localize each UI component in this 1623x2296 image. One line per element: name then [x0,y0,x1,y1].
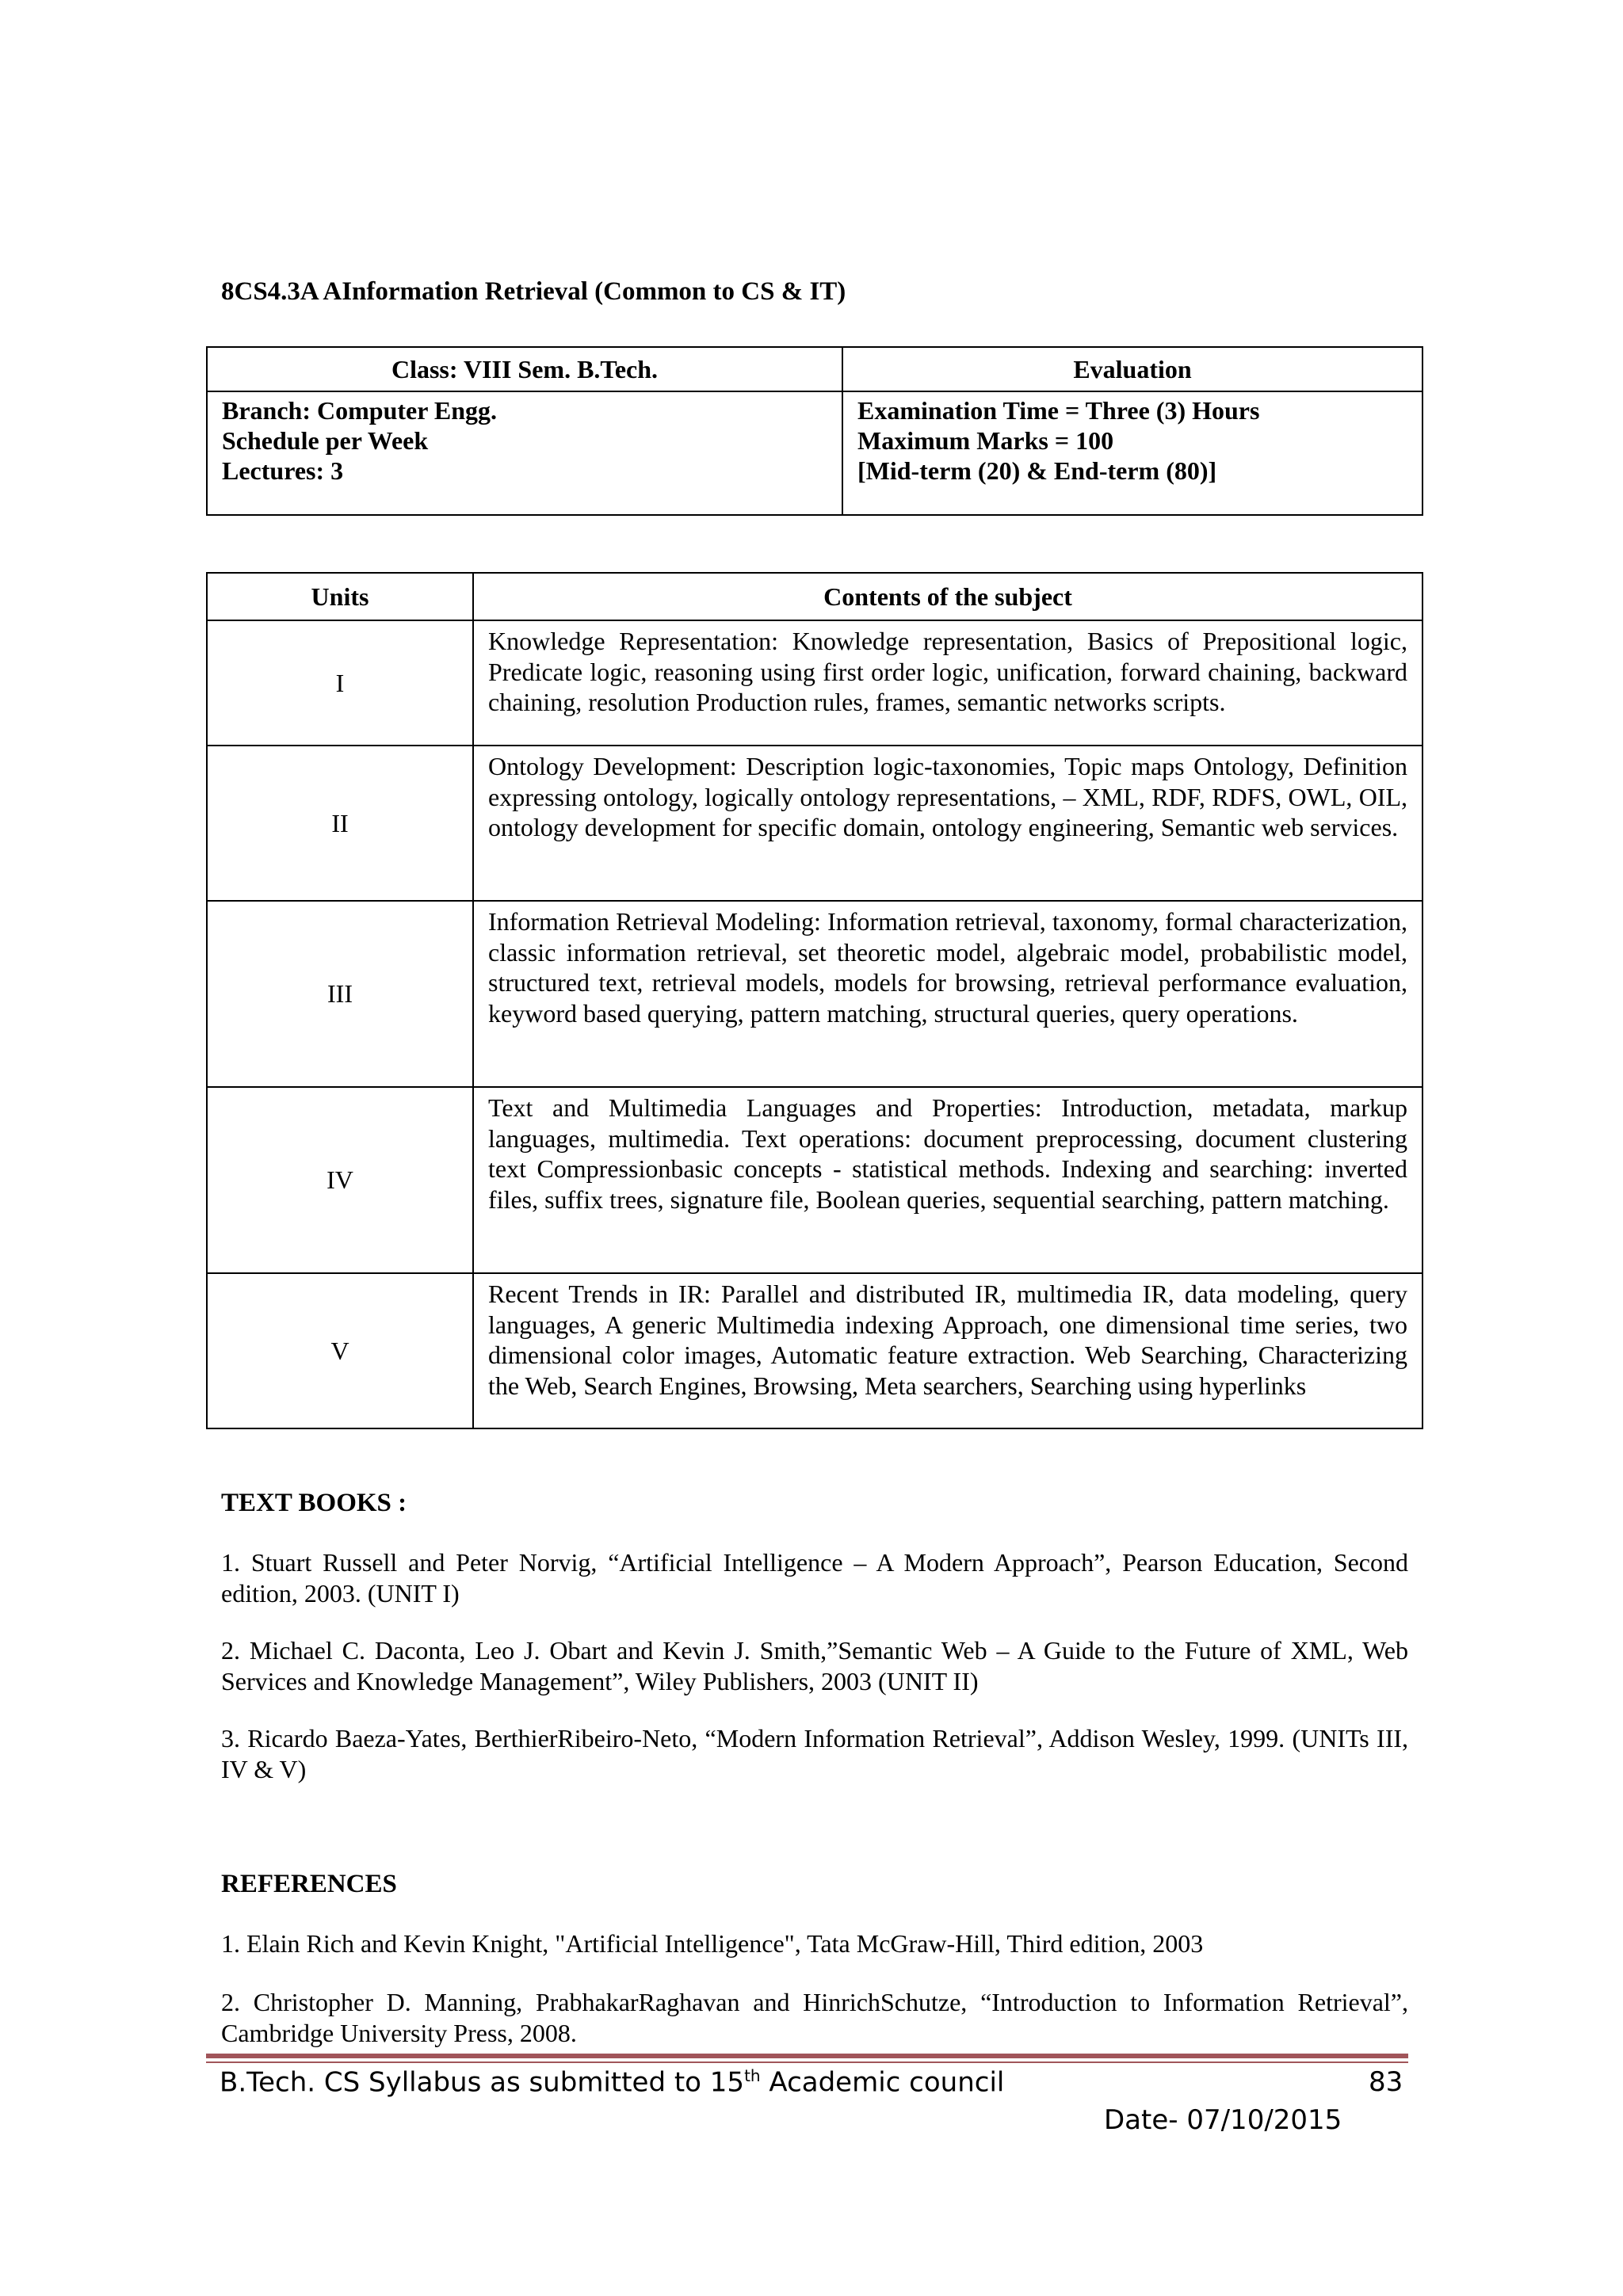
footer-date: Date- 07/10/2015 [1104,2104,1342,2136]
unit-number: I [207,620,473,746]
unit-contents: Text and Multimedia Languages and Properties: Introduction, metadata, markup languages, multimedia. Text operations: document preprocessing, document clustering text Compressionbasic concepts - statistical methods. Indexing and searching: inverted files, suffix trees, signature file, Boolean queries, sequential searching, pattern matching. [473,1087,1423,1273]
units-table-header-row [207,573,1423,620]
text-book-item: 2. Michael C. Daconta, Leo J. Obart and Kevin J. Smith,”Semantic Web – A Guide to the Future of XML, Web Services and Knowledge Management”, Wiley Publishers, 2003 (UNIT II) [221,1636,1408,1695]
unit-contents: Knowledge Representation: Knowledge representation, Basics of Prepositional logic, Predicate logic, reasoning using first order logic, unification, forward chaining, backward chaining, resolution Production rules, frames, semantic networks scripts. [473,620,1423,746]
units-contents-table [206,572,1423,1429]
mark-split-line: [Mid-term (20) & End-term (80)] [857,456,1217,485]
table-row [207,1273,1423,1428]
footer-divider [206,2054,1408,2058]
table-row [207,620,1423,746]
table-row [207,901,1423,1087]
reference-item: 2. Christopher D. Manning, PrabhakarRaghavan and HinrichSchutze, “Introduction to Information Retrieval”, Cambridge University Press, 2008. [221,1988,1408,2047]
evaluation-header: Evaluation [842,347,1423,391]
text-book-item: 1. Stuart Russell and Peter Norvig, “Artificial Intelligence – A Modern Approach”, Pearson Education, Second edition, 2003. (UNIT I) [221,1548,1408,1608]
unit-number: III [207,901,473,1087]
branch-line: Branch: Computer Engg. [222,396,497,425]
class-table-header-row [207,347,1423,391]
branch-details-cell [207,391,842,515]
text-book-item: 3. Ricardo Baeza-Yates, BerthierRibeiro-Neto, “Modern Information Retrieval”, Addison Wesley, 1999. (UNITs III, IV & V) [221,1724,1408,1783]
footer-caption [220,2066,1004,2098]
text-books-heading: TEXT BOOKS : [221,1489,407,1517]
footer-divider-thin [206,2061,1408,2063]
max-marks-line: Maximum Marks = 100 [857,426,1114,455]
unit-contents: Information Retrieval Modeling: Information retrieval, taxonomy, formal characterization, classic information retrieval, set theoretic model, algebraic model, probabilistic model, structured text, retrieval models, models for browsing, retrieval performance evaluation, keyword based querying, pattern matching, structural queries, query operations. [473,901,1423,1087]
unit-number: V [207,1273,473,1428]
footer-caption-end: Academic council [760,2066,1005,2099]
unit-number: IV [207,1087,473,1273]
table-row [207,1087,1423,1273]
evaluation-details-cell [842,391,1423,515]
footer-superscript: th [744,2066,761,2085]
unit-contents: Ontology Development: Description logic-taxonomies, Topic maps Ontology, Definition expressing ontology, logically ontology representations, – XML, RDF, RDFS, OWL, OIL, ontology development for specific domain, ontology engineering, Semantic web services. [473,746,1423,901]
contents-column-header: Contents of the subject [473,573,1423,620]
schedule-line: Schedule per Week [222,426,429,455]
class-header: Class: VIII Sem. B.Tech. [207,347,842,391]
class-table-body-row [207,391,1423,515]
class-info-table [206,346,1423,516]
course-title: 8CS4.3A AInformation Retrieval (Common to CS & IT) [221,277,846,306]
references-heading: REFERENCES [221,1870,397,1898]
unit-number: II [207,746,473,901]
footer-caption-start: B.Tech. CS Syllabus as submitted to 15 [220,2066,745,2099]
page-number: 83 [1369,2066,1403,2098]
exam-time-line: Examination Time = Three (3) Hours [857,396,1260,425]
table-row [207,746,1423,901]
unit-contents: Recent Trends in IR: Parallel and distributed IR, multimedia IR, data modeling, query languages, A generic Multimedia indexing Approach, one dimensional time series, two dimensional color images, Automatic feature extraction. Web Searching, Characterizing the Web, Search Engines, Browsing, Meta searchers, Searching using hyperlinks [473,1273,1423,1428]
lectures-line: Lectures: 3 [222,456,344,485]
units-column-header: Units [207,573,473,620]
reference-item: 1. Elain Rich and Kevin Knight, "Artificial Intelligence", Tata McGraw-Hill, Third edition, 2003 [221,1929,1204,1958]
